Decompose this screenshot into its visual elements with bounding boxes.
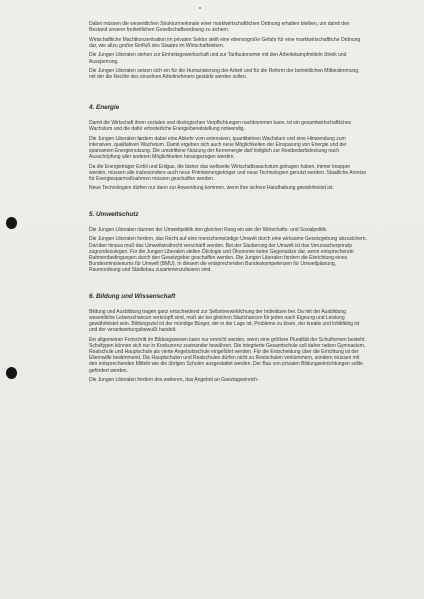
paragraph: Die Jungen Liberalen fordern, das Recht auf eine menschenwürdige Umwelt durch eine wirksame Gesetzgebung abzusichern. Darüber hinaus muß das Umweltstrafrecht verschärft werden. Bei der Säuberung der Umwelt ist das Verursacherprinzip zugrundezulegen. Für die Jungen Liberalen stellen Ökologie und Ökonomie keine Gegensätze dar, wenn entsprechende Rahmenbedingungen durch den Gesetzgeber geschaffen werden. Die Jungen Liberalen fordern die Einrichtung eines Bundesministeriums für Umwelt (BMU). In diesem die entsprechenden Bundeskompetenzen für Umweltplanung, Raumordnung und Städtebau zusammenzufassen sind. bbox=[89, 236, 367, 274]
section-energie bbox=[89, 104, 367, 192]
intro-block bbox=[89, 21, 367, 80]
section-bildung bbox=[89, 293, 367, 384]
paragraph: Die Jungen Liberalen fordern des weiteren, das Angebot an Ganztagseinrich- bbox=[89, 377, 259, 384]
paragraph: Neue Technologien dürfen nur dann zur Anwendung kommen, wenn ihre sichere Handhabung gewährleistet ist. bbox=[89, 185, 334, 192]
punch-hole bbox=[6, 217, 17, 229]
scan-speck bbox=[199, 7, 201, 9]
paragraph: Bildung und Ausbildung tragen ganz entscheidend zur Selbstverwirklichung der Individuen bei. Da mit der Ausbildung wesentliche Lebenschancen verknüpft sind, muß sie bei gleichen Startchancen für jeden nach Eignung und Leistung gewährleistet sein. Bildungsziel ist der mündige Bürger, der in der Lage ist, Probleme zu lösen, der kreativ und kritikfähig ist und der verantwortungsbewußt handelt. bbox=[89, 308, 360, 334]
paragraph: Ein allgemeiner Fortschritt im Bildungswesen kann nur erreicht werden, wenn eine größere Pluralität der Schulformen besteht. Schultypen können sich nur in Konkurrenz zueinander bewähren. Die integrierte Gesamtschule soll daher neben Gymnasium, Realschule und Hauptschule als vierte Angebotsschule eingeführt werden. Für die Entscheidung über die Errichtung ist der Elternwille bestimmend. Die Hauptschulen und Realschulen dürfen nicht zu Restschulen verkümmern, sondern müssen mit den entsprechenden Mitteln wie die übrigen Schulen ausgestattet werden. Der Bau von privaten Bildungseinrichtungen sollte gefördert werden. bbox=[89, 336, 366, 374]
paragraph: Die Jungen Liberalen räumen der Umweltpolitik den gleichen Rang ein wie der Wirtschafts- und Sozialpolitik. bbox=[89, 226, 328, 233]
section-heading: 4. Energie bbox=[89, 103, 120, 111]
paragraph: Die Jungen Liberalen stehen zur Einheitsgewerkschaft und zur Tarifautonomie mit den Arbeitskampfmitteln Streik und Aussperrung. bbox=[89, 52, 347, 65]
paragraph: Da die Energieträger Erdöl und Erdgas, die bisher das weltweite Wirtschaftswachstum getragen haben, immer knapper werden, müssen alle insbesondere auch neue Primärenergieträger und neue Technologien genutzt werden. Staatliche Anreize für Energiesparmaßnahmen müssen geschaffen werden. bbox=[89, 163, 367, 182]
paragraph: Die Jungen Liberalen setzen sich ein für die Humanisierung der Arbeit und für die Reform der betrieblichen Mitbestimmung, mit der die Rechte des einzelnen Arbeitnehmers gestärkt werden sollen. bbox=[89, 68, 360, 81]
paragraph: Dabei müssen die wesentlichen Strukturmerkmale einer marktwirtschaftlichen Ordnung erhalten bleiben, um damit den Bestand unserer freiheitlichen Gesellschaftsordnung zu sichern. bbox=[89, 21, 350, 34]
section-heading: 5. Umweltschutz bbox=[89, 210, 139, 218]
text-column bbox=[89, 21, 367, 387]
paragraph: Wirtschaftliche Machtkonzentration im privaten Sektor stellt eine ebensogroße Gefahr für eine marktwirtschaftliche Ordnung dar, wie allzu großer Einfluß des Staates im Wirtschaftsleben. bbox=[89, 36, 361, 49]
paragraph: Damit die Wirtschaft ihren sozialen und ökologischen Verpflichtungen nachkommen kann, ist ein gesamtwirtschaftliches Wachstum und die dafür erforderliche Energiebereitstellung notwendig. bbox=[89, 119, 352, 132]
section-heading: 6. Bildung und Wissenschaft bbox=[89, 292, 176, 300]
section-umweltschutz bbox=[89, 211, 367, 273]
punch-hole bbox=[6, 367, 17, 379]
paragraph: Die Jungen Liberalen fordern dabei eine Abkehr vom extensiven, quantitativen Wachstum und eine Hinwendung zum intensiven, qualitativen Wachstum. Damit ergeben sich auch neue Möglichkeiten der Einsparung von Energie und der sparsamen Energienutzung. Die umstrittene Nutzung der Kernenergie darf lediglich zur Restbedarfsdeckung nach Ausschöpfung aller anderen Möglichkeiten herangezogen werden. bbox=[89, 135, 347, 160]
